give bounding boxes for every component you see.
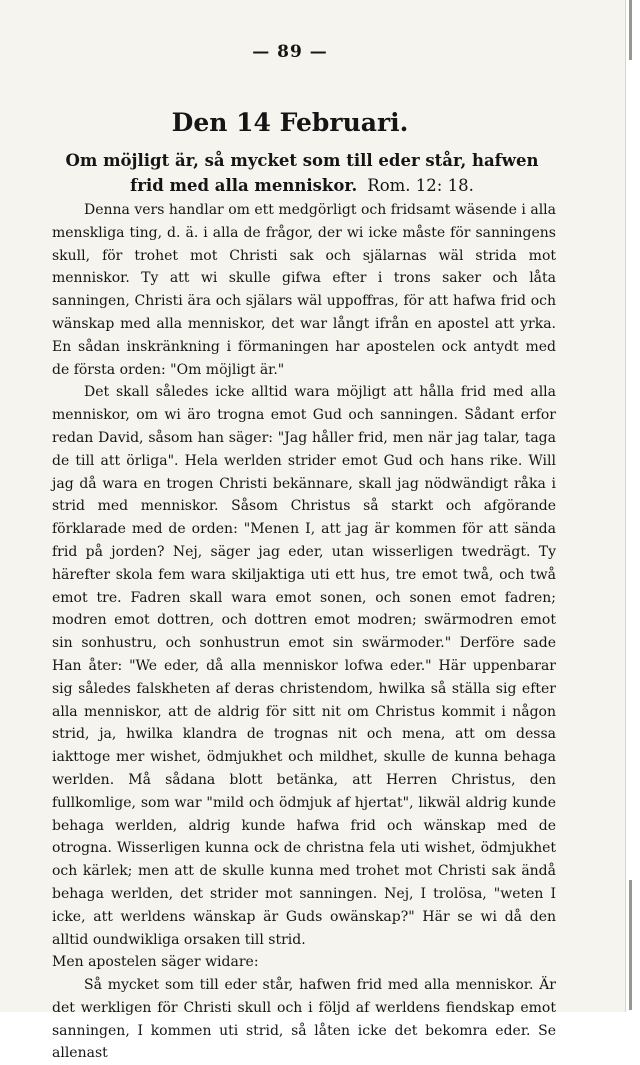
date-heading: Den 14 Februari. — [171, 108, 409, 137]
page-number: — 89 — — [252, 42, 328, 62]
paragraph-4: Så mycket som till eder står, hafwen frid med alla menniskor. Är det werkligen för Christi skull och i följd af werldens fiendskap emot sanningen, I kommen uti strid, så låten icke det bekomra eder. Se allenast — [52, 977, 556, 1062]
page-edge — [625, 0, 640, 1012]
scripture-text: Om möjligt är, så mycket som till eder står, hafwen frid med alla menniskor. — [65, 151, 539, 195]
paragraph-3: Men apostelen säger widare: — [52, 954, 259, 971]
edge-shadow-bottom — [629, 880, 632, 1010]
paragraph-2: Det skall således icke alltid wara möjligt att hålla frid med alla menniskor, om wi äro trogna emot Gud och sanningen. Sådant erfor redan David, såsom han säger: "Jag håller frid, men när jag talar, taga de till att örliga". Hela werlden strider emot Gud och hans rike. Will jag då wara en trogen Christi bekännare, skall jag nödwändigt råka i strid med menniskor. Såsom Christus så starkt och afgörande förklarade med de orden: "Menen I, att jag är kommen för att sända frid på jorden? Nej, säger jag eder, utan wisserligen twedrägt. Ty härefter skola fem wara skiljaktiga uti ett hus, tre emot twå, och twå emot tre. Fadren skall wara emot sonen, och sonen emot fadren; modren emot dottren, och dottren emot modren; swärmodren emot sin sonhustru, och sonhustrun emot sin swärmoder." Derföre sade Han åter: "We eder, då alla menniskor lofwa eder." Här uppenbarar sig således falskheten af deras christendom, hwilka så ställa sig efter alla menniskor, att de aldrig för sitt nit om Christus kommit i någon strid, ja, hwilka klandra de trognas nit och mena, att om dessa iakttoge mer wishet, ödmjukhet och mildhet, skulle de kunna behaga werlden. Må sådana blott betänka, att Herren Christus, den fullkomlige, som war "mild och ödmjuk af hjertat", likwäl aldrig kunde behaga werlden, aldrig kunde hafwa frid och wänskap med de otrogna. Wisserligen kunna ock de christna fela uti wishet, ödmjukhet och kärlek; men att de skulle kunna med trohet mot Christi sak ändå behaga werlden, det strider mot sanningen. Nej, I trolösa, "weten I icke, att werldens wänskap är Guds owänskap?" Här se wi då den alltid oundwikliga orsaken till strid. — [52, 384, 556, 948]
paragraph-1: Denna vers handlar om ett medgörligt och fridsamt wäsende i alla menskliga ting, d. ä. i alla de frågor, der wi icke måste för sanningens skull, för trohet mot Christi sak och själarnas wäl strida mot menniskor. Ty att wi skulle gifwa efter i trons saker och låta sanningen, Christi ära och själars wäl uppoffras, för att hafwa frid och wänskap med alla menniskor, det war långt ifrån en apostel att yrka. En sådan inskränkning i förmaningen har apostelen ock antydt med de första orden: "Om möjligt är." — [52, 202, 556, 378]
scripture-heading — [56, 148, 548, 198]
edge-shadow-top — [629, 0, 632, 60]
body-text — [52, 199, 556, 1065]
scripture-reference: Rom. 12: 18. — [367, 176, 474, 195]
